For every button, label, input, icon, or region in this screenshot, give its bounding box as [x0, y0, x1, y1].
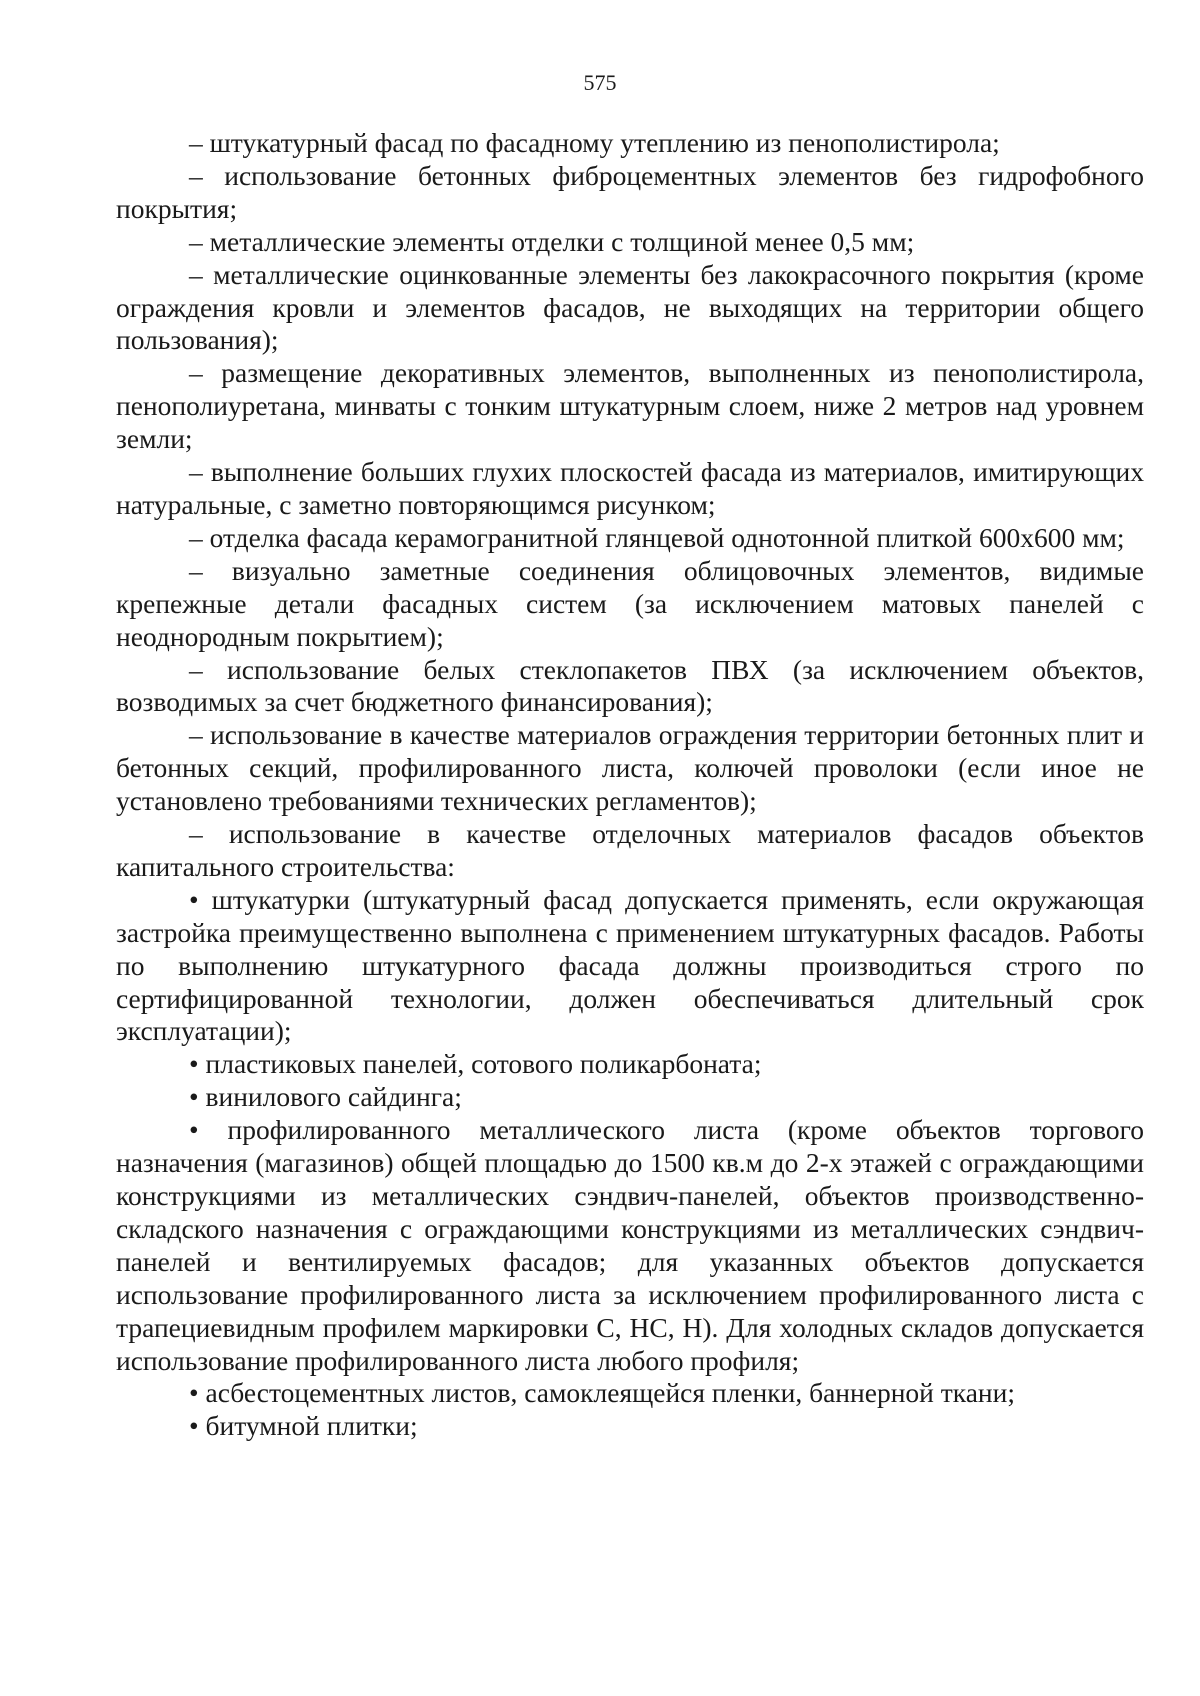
list-item: – отделка фасада керамогранитной глянцевой однотонной плиткой 600х600 мм; [189, 521, 1125, 553]
bullet-item: • асбестоцементных листов, самоклеящейся пленки, баннерной ткани; [189, 1377, 1015, 1409]
list-item: – металлические элементы отделки с толщиной менее 0,5 мм; [189, 225, 915, 257]
list-item: – металлические оцинкованные элементы без лакокрасочного покрытия (кроме ограждения кровли и элементов фасадов, не выходящих на территории общего пользования); [116, 258, 1144, 356]
bullet-item: • штукатурки (штукатурный фасад допускается применять, если окружающая застройка преимущественно выполнена с применением штукатурных фасадов. Работы по выполнению штукатурного фасада должны производиться строго по сертифицированной технологии, должен обеспечиваться длительный срок эксплуатации); [116, 883, 1144, 1047]
bullet-item: • винилового сайдинга; [189, 1081, 462, 1113]
bullet-item: • профилированного металлического листа (кроме объектов торгового назначения (магазинов) общей площадью до 1500 кв.м до 2-х этажей с ограждающими конструкциями из металлических сэндвич-панелей, объектов производственно-складского назначения с ограждающими конструкциями из металлических сэндвич-панелей и вентилируемых фасадов; для указанных объектов допускается использование профилированного листа за исключением профилированного листа с трапециевидным профилем маркировки С, НС, Н). Для холодных складов допускается использование профилированного листа любого профиля; [116, 1114, 1144, 1376]
list-item: – использование в качестве отделочных материалов фасадов объектов капитального строительства: [116, 818, 1144, 882]
list-item: – использование белых стеклопакетов ПВХ (за исключением объектов, возводимых за счет бюджетного финансирования); [116, 653, 1144, 718]
bullet-item: • пластиковых панелей, сотового поликарбоната; [189, 1048, 762, 1080]
list-item: – штукатурный фасад по фасадному утеплению из пенополистирола; [189, 127, 1000, 158]
list-item: – визуально заметные соединения облицовочных элементов, видимые крепежные детали фасадных систем (за исключением матовых панелей с неоднородным покрытием); [116, 554, 1144, 652]
page-number: 575 [583, 70, 617, 95]
list-item: – использование в качестве материалов ограждения территории бетонных плит и бетонных секций, профилированного листа, колючей проволоки (если иное не установлено требованиями технических регламентов); [116, 719, 1144, 817]
list-item: – размещение декоративных элементов, выполненных из пенополистирола, пенополиуретана, минваты с тонким штукатурным слоем, ниже 2 метров над уровнем земли; [116, 357, 1144, 455]
document-body [116, 127, 1144, 1443]
list-item: – использование бетонных фиброцементных элементов без гидрофобного покрытия; [116, 159, 1144, 224]
list-item: – выполнение больших глухих плоскостей фасада из материалов, имитирующих натуральные, с заметно повторяющимся рисунком; [116, 456, 1144, 520]
bullet-item: • битумной плитки; [189, 1410, 418, 1442]
